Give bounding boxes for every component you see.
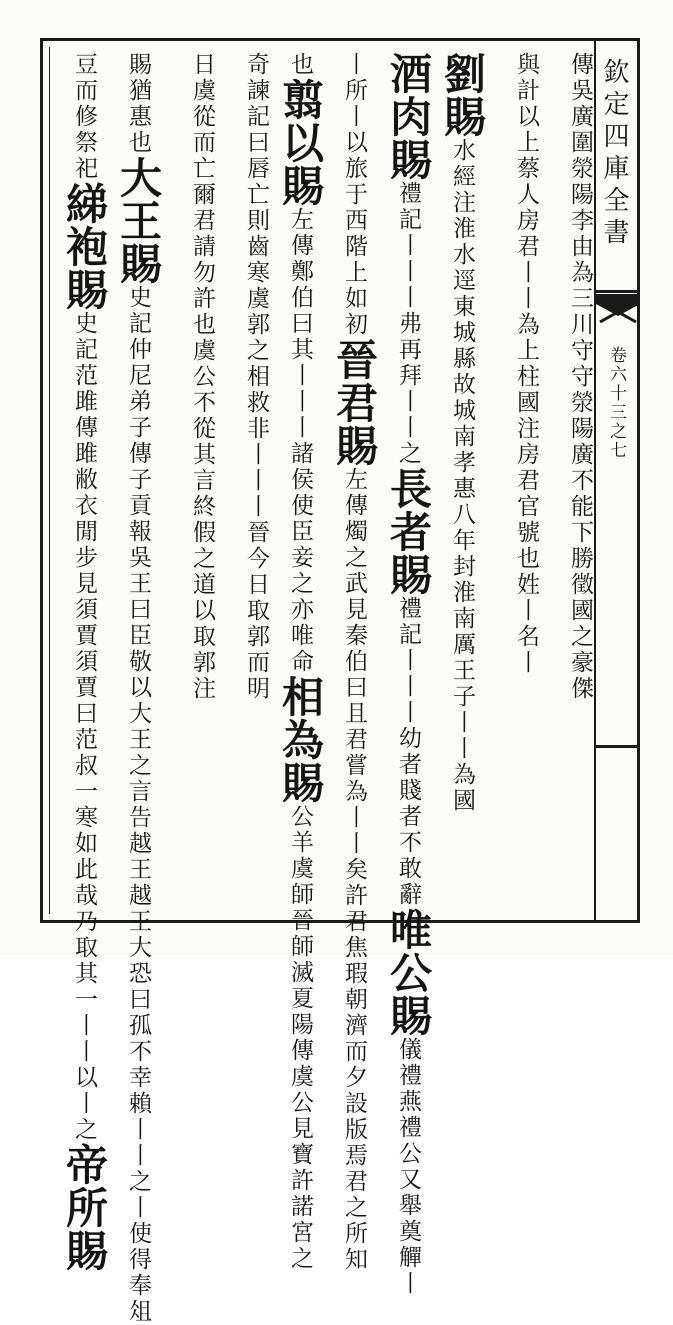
inner-border-line — [49, 47, 50, 914]
book-title: 欽定四庫全書 — [599, 58, 629, 250]
column-text: 儀禮燕禮公又舉奠觶丨 — [395, 1037, 421, 1297]
column-text: 日虞從而亡爾君請勿許也虞公不從其言終假之道以取郭注 — [189, 52, 215, 702]
entry-heading: 劉賜 — [438, 52, 487, 138]
text-column — [214, 52, 270, 912]
column-text: 公羊虞師晉師滅夏陽傳虞公見寶許諾宮之 — [287, 804, 313, 1272]
volume-label: 卷六十三之七 — [606, 346, 626, 460]
strip-divider-bottom — [594, 745, 640, 748]
text-column — [538, 52, 594, 912]
column-text: 史記仲尼弟子傳子貢報吳王曰臣敬以大王之言告越王越王大恐曰孤不幸賴丨丨之丨使得奉俎 — [125, 285, 151, 1325]
entry-heading: 唯公賜 — [384, 908, 433, 1037]
column-text: 與計以上蔡人房君丨丨為上柱國注房君官號也姓丨名丨 — [513, 52, 539, 676]
text-column — [52, 52, 109, 1272]
entry-heading: 相為賜 — [276, 675, 325, 804]
entry-heading: 晉君賜 — [330, 338, 379, 467]
entry-heading: 大王賜 — [114, 156, 163, 285]
text-column — [268, 52, 325, 1272]
column-text: 禮記丨丨丨弗再拜丨丨之 — [395, 181, 421, 467]
entry-heading: 帝所賜 — [60, 1143, 109, 1272]
column-text: 賜猶惠也 — [125, 52, 151, 156]
entry-heading: 綈袍賜 — [60, 182, 109, 311]
column-text: 左傳燭之武見秦伯曰且君嘗為丨丨矣許君焦瑕朝濟而夕設版焉君之所知 — [341, 467, 367, 1273]
column-text: 傳吳廣圍滎陽李由為三川守守滎陽廣不能下勝徵國之豪傑 — [567, 52, 593, 702]
entry-heading: 翦以賜 — [276, 78, 325, 207]
entry-heading: 酒肉賜 — [384, 52, 433, 181]
column-text: 豆而修祭祀 — [71, 52, 97, 182]
strip-divider-top — [594, 290, 640, 293]
text-column — [376, 52, 433, 1297]
text-column — [430, 52, 486, 912]
column-text: 史記范雎傳雎敝衣閒步見須賈須賈曰范叔一寒如此哉乃取其一丨丨以丨之 — [71, 311, 97, 1143]
text-column — [160, 52, 216, 912]
text-column — [484, 52, 540, 912]
column-text: 禮記丨丨丨幼者賤者不敢辭 — [395, 596, 421, 908]
text-column — [322, 52, 379, 1273]
column-text: 左傳鄭伯曰其丨丨丨諸侯使臣妾之亦唯命 — [287, 207, 313, 675]
fishtail-mark-icon — [596, 294, 640, 334]
text-column — [106, 52, 163, 1325]
column-text: 丨所丨以旅于西階上如初 — [341, 52, 367, 338]
column-text: 也 — [287, 52, 313, 78]
entry-heading: 長者賜 — [384, 467, 433, 596]
column-text: 奇諫記曰唇亡則齒寒虞郭之相救非丨丨丨晉今日取郭而明 — [243, 52, 269, 702]
column-text: 水經注淮水逕東城縣故城南孝惠八年封淮南厲王子丨丨為國 — [449, 138, 475, 814]
